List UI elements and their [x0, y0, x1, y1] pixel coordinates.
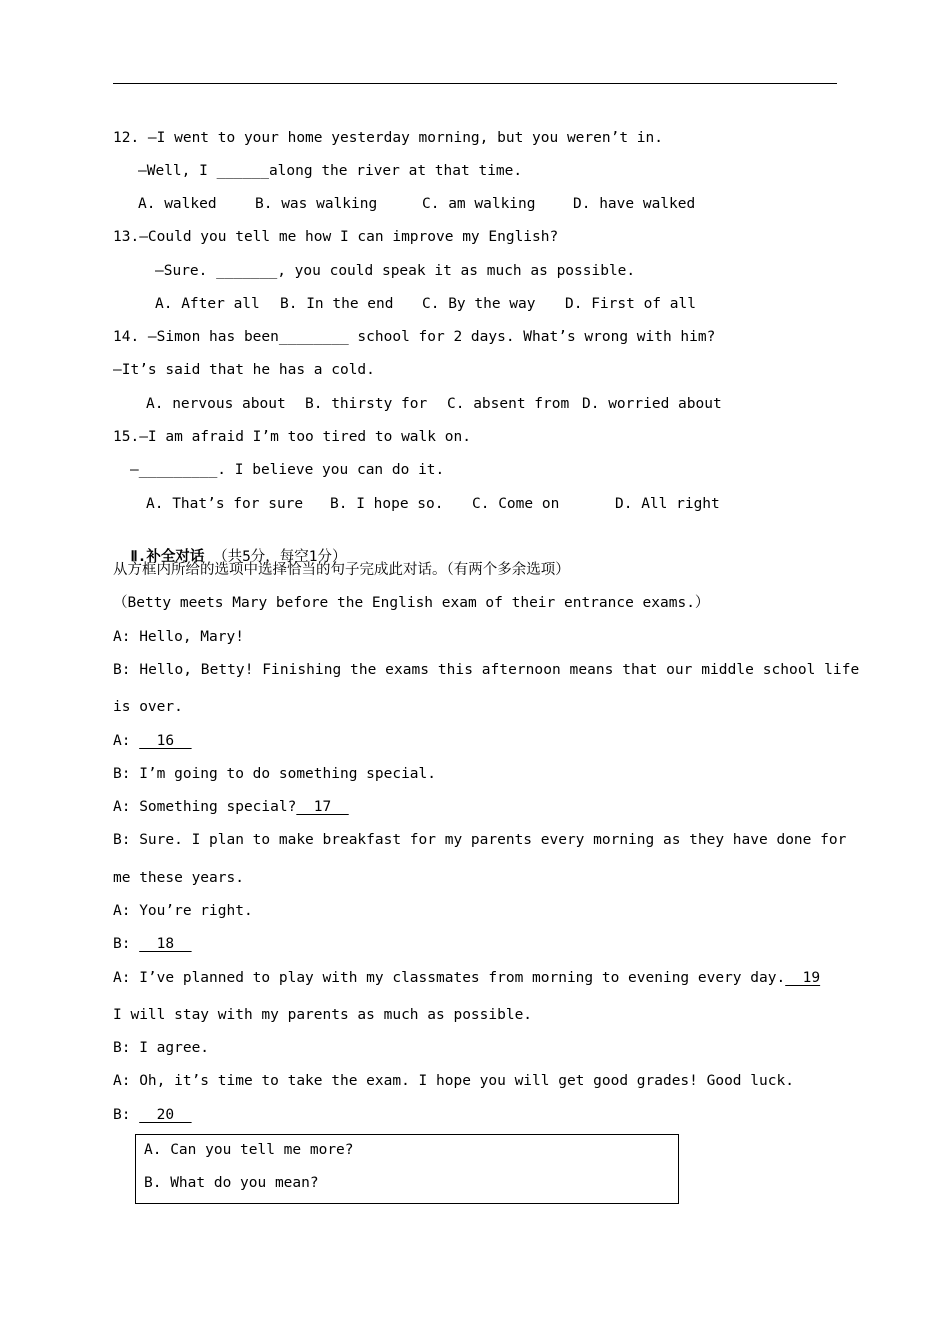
q14-option-d: D. worried about [582, 396, 722, 412]
dialogue-line: is over. [113, 699, 183, 715]
q15-option-b: B. I hope so. [330, 496, 444, 512]
q15-stem: 15.—I am afraid I’m too tired to walk on. [113, 429, 471, 445]
q12-option-b: B. was walking [255, 196, 378, 212]
dialogue-line: I will stay with my parents as much as possible. [113, 1007, 533, 1023]
dialogue-line: A: Oh, it’s time to take the exam. I hope you will get good grades! Good luck. [113, 1073, 794, 1089]
q13-option-a: A. After all [155, 296, 260, 312]
q15-option-a: A. That’s for sure [146, 496, 304, 512]
q13-option-c: C. By the way [422, 296, 536, 312]
dialogue-line: A: You’re right. [113, 903, 253, 919]
dialogue-line: B: I’m going to do something special. [113, 766, 437, 782]
q13-reply: —Sure. _______, you could speak it as much as possible. [155, 263, 636, 279]
box-option-b: B. What do you mean? [144, 1175, 319, 1191]
dialogue-context: （Betty meets Mary before the English exam of their entrance exams.） [113, 595, 710, 611]
q12-stem: 12. —I went to your home yesterday morning, but you weren’t in. [113, 130, 663, 146]
q13-option-b: B. In the end [280, 296, 394, 312]
dialogue-line-blank-20: B: 20 [113, 1107, 192, 1123]
q14-option-a: A. nervous about [146, 396, 286, 412]
q13-stem: 13.—Could you tell me how I can improve my English? [113, 229, 559, 245]
dialogue-line: B: Hello, Betty! Finishing the exams this afternoon means that our middle school life [113, 662, 860, 678]
q15-option-d: D. All right [615, 496, 720, 512]
q12-option-c: C. am walking [422, 196, 536, 212]
q12-option-a: A. walked [138, 196, 217, 212]
dialogue-line: A: Hello, Mary! [113, 629, 244, 645]
section-instruction: 从方框内所给的选项中选择恰当的句子完成此对话。（有两个多余选项） [113, 562, 570, 578]
q14-stem: 14. —Simon has been________ school for 2 days. What’s wrong with him? [113, 329, 716, 345]
q12-option-d: D. have walked [573, 196, 696, 212]
dialogue-line: B: I agree. [113, 1040, 210, 1056]
section-score: （共5分，每空1分） [213, 549, 347, 565]
dialogue-line-blank-16: A: 16 [113, 733, 192, 749]
answer-blank[interactable]: 20 [139, 1107, 192, 1123]
box-option-a: A. Can you tell me more? [144, 1142, 354, 1158]
q14-option-b: B. thirsty for [305, 396, 428, 412]
q14-option-c: C. absent from [447, 396, 570, 412]
q12-reply: —Well, I ______along the river at that time. [138, 163, 523, 179]
answer-blank[interactable]: 18 [139, 936, 192, 952]
answer-blank[interactable]: 16 [139, 733, 192, 749]
q15-reply: —_________. I believe you can do it. [130, 462, 445, 478]
answer-blank[interactable]: 19 [785, 970, 821, 986]
dialogue-line-blank-17: A: Something special? 17 [113, 799, 349, 815]
dialogue-line-blank-19: A: I’ve planned to play with my classmates from morning to evening every day. 19 [113, 970, 821, 986]
q14-reply: —It’s said that he has a cold. [113, 362, 375, 378]
header-rule [113, 83, 837, 84]
dialogue-line: B: Sure. I plan to make breakfast for my parents every morning as they have done for [113, 832, 847, 848]
options-box [135, 1134, 679, 1204]
dialogue-line-blank-18: B: 18 [113, 936, 192, 952]
q13-option-d: D. First of all [565, 296, 696, 312]
section-title: Ⅱ.补全对话 [130, 549, 205, 565]
q15-option-c: C. Come on [472, 496, 560, 512]
dialogue-line: me these years. [113, 870, 244, 886]
answer-blank[interactable]: 17 [296, 799, 349, 815]
